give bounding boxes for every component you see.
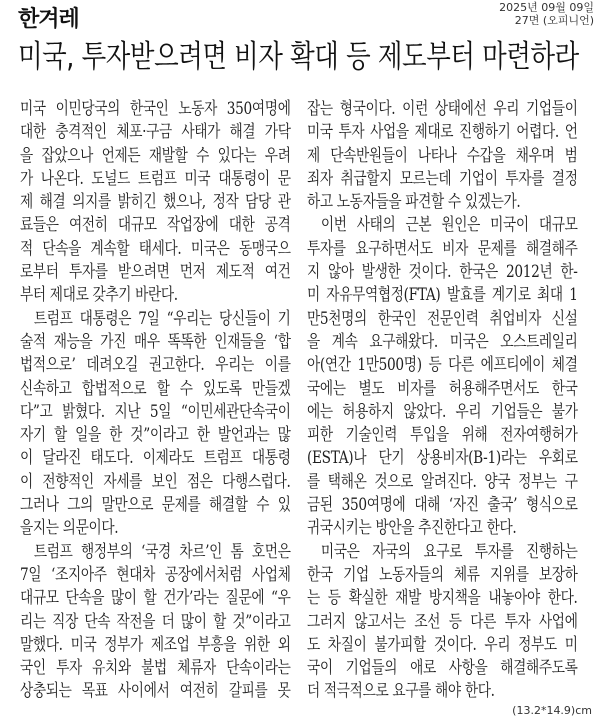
article-line: 가 나온다. 도널드 트럼프 미국 대통령이 문 (20, 167, 291, 188)
article-line: 는 등 확실한 재발 방지책을 내놓아야 한다. (307, 587, 578, 608)
article-line: 귀국시키는 방안을 추진한다고 한다. (307, 517, 517, 538)
article-column-2 (307, 97, 578, 703)
article-line: 자기 할 일을 한 것”이라고 한 발언과는 많 (20, 424, 291, 445)
article-line: 금된 350여명에 대해 ‘자진 출국’ 형식으로 (307, 494, 578, 515)
article-line: 신속하고 합법적으로 할 수 있도록 만들겠 (20, 377, 291, 398)
article-line: 만5천명의 한국인 전문인력 취업비자 신설 (307, 307, 578, 328)
article-line: 대규모 단속을 많이 할 건가’라는 질문에 “우 (20, 587, 291, 608)
article-line: 를 택해온 것으로 알려진다. 양국 정부는 구 (307, 470, 578, 491)
article-column-1 (20, 97, 291, 703)
article-line: 부터 제대로 갖추기 바란다. (20, 284, 178, 305)
article-line: 아(연간 1만500명) 등 다른 에프티에이 체결 (307, 354, 578, 375)
article-line: 7일 ‘조지아주 현대차 공장에서처럼 사업체 (20, 563, 291, 584)
article-line: 지 않아 발생한 것이다. 한국은 2012년 한- (307, 261, 578, 282)
article-line: 다”고 밝혔다. 지난 5일 “이민세관단속국이 (20, 400, 291, 421)
article-line: 죄자 취급할지 모르는데 기업이 투자를 결정 (307, 167, 578, 188)
article-line: 에는 허용하지 않았다. 우리 기업들은 불가 (307, 400, 578, 421)
article-line: 도 차질이 불가피할 것이다. 우리 정부도 미 (307, 633, 578, 654)
article-line: 을 잡았으나 언제든 재발할 수 있다는 우려 (20, 144, 291, 165)
article-line: 그러나 그의 말만으로 문제를 해결할 수 있 (20, 494, 291, 515)
article-line: 투자를 요구하면서도 비자 문제를 해결해주 (307, 237, 578, 258)
article-line: 트럼프 행정부의 ‘국경 차르’인 톰 호먼은 (33, 540, 291, 561)
article-line: 국인 투자 유치와 불법 체류자 단속이라는 (20, 657, 291, 678)
article-line: 법적으로’ 데려오길 권고한다. 우리는 이를 (20, 354, 291, 375)
headline: 미국, 투자받으려면 비자 확대 등 제도부터 마련하라 (18, 39, 579, 75)
article-line: 로부터 투자를 받으려면 먼저 제도적 여건 (20, 261, 291, 282)
article-line: 더 적극적으로 요구를 해야 한다. (307, 680, 495, 701)
article-line: 피한 기술인력 투입을 위해 전자여행허가 (307, 424, 578, 445)
article-line: 제 해결 의지를 밝히긴 했으나, 정작 담당 관 (20, 191, 291, 212)
article-line: 대한 충격적인 체포·구금 사태가 해결 가닥 (20, 121, 291, 142)
article-line: 이 전향적인 자세를 보인 점은 다행스럽다. (20, 470, 291, 491)
article-line: 적 단속을 계속할 태세다. 미국은 동맹국으 (20, 237, 291, 258)
article-line: 국이 기업들의 애로 사항을 해결해주도록 (307, 657, 578, 678)
article-line: 을 계속 요구해왔다. 미국은 오스트레일리 (307, 330, 578, 351)
publication-date: 2025년 09월 09일 (499, 1, 594, 14)
article-line: 을지는 의문이다. (20, 517, 119, 538)
page-section: 27면 (오피니언) (514, 14, 594, 27)
article-line: 술적 재능을 가진 매우 똑똑한 인재들을 ‘합 (20, 330, 291, 351)
article-line: 미국 투자 사업을 제대로 진행하기 어렵다. 언 (307, 121, 578, 142)
article-size-note: (13.2*14.9)cm (512, 704, 592, 717)
article-line: 제 단속반원들이 나타나 수갑을 채우며 범 (307, 144, 578, 165)
article-line: 국에는 별도 비자를 허용해주면서도 한국 (307, 377, 578, 398)
newspaper-logo: 한겨레 (18, 7, 79, 32)
article-line: 미국 이민당국의 한국인 노동자 350여명에 (20, 98, 291, 118)
article-line: 잡는 형국이다. 이런 상태에선 우리 기업들이 (307, 98, 578, 118)
article-line: 이번 사태의 근본 원인은 미국이 대규모 (320, 214, 578, 235)
article-line: 말했다. 미국 정부가 제조업 부흥을 위한 외 (20, 633, 291, 654)
masthead-meta (499, 1, 594, 27)
article-line: 그러지 않고서는 조선 등 다른 투자 사업에 (307, 610, 578, 631)
article-line: 미 자유무역협정(FTA) 발효를 계기로 최대 1 (307, 284, 578, 305)
article-line: 한국 기업 노동자들의 체류 지위를 보장하 (307, 563, 578, 584)
article-line: 료들은 여전히 대규모 작업장에 대한 공격 (20, 214, 291, 235)
article-line: 이 달라진 태도다. 이제라도 트럼프 대통령 (20, 447, 291, 468)
article-line: (ESTA)나 단기 상용비자(B-1)라는 우회로 (307, 447, 578, 468)
article-line: 트럼프 대통령은 7일 “우리는 당신들이 기 (33, 307, 291, 328)
article-line: 하고 노동자들을 파견할 수 있겠는가. (307, 191, 521, 212)
article-line: 미국은 자국의 요구로 투자를 진행하는 (320, 540, 578, 561)
article-line: 상충되는 목표 사이에서 여전히 갈피를 못 (20, 680, 291, 701)
article-line: 리는 직장 단속 작전을 더 많이 할 것”이라고 (20, 610, 291, 631)
